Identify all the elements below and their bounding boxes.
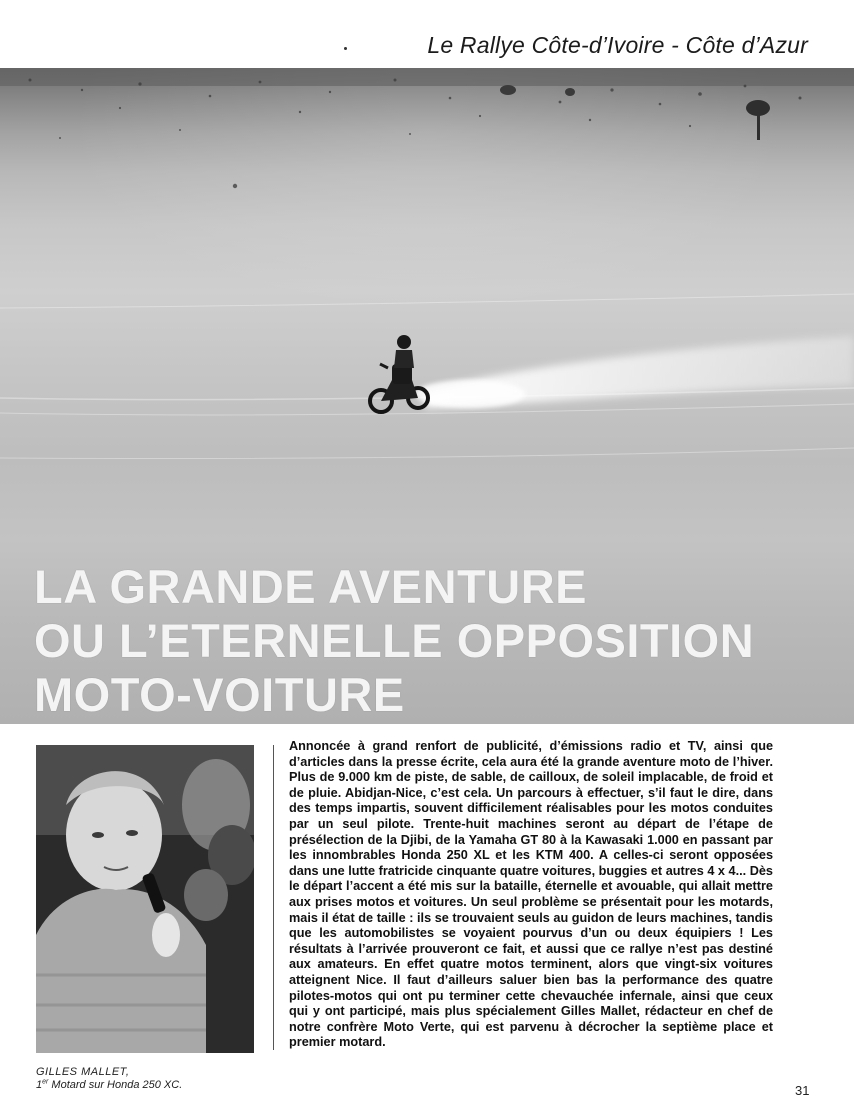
header-dot: [344, 47, 347, 50]
portrait-photo: [36, 745, 254, 1053]
bush-left: [500, 85, 575, 96]
headline-line-2: OU L’ETERNELLE OPPOSITION: [34, 614, 755, 667]
caption-rank-suffix: er: [42, 1078, 49, 1086]
scrub-specks: [29, 79, 802, 189]
headline-line-1: LA GRANDE AVENTURE: [34, 560, 587, 613]
column-divider: [273, 745, 274, 1050]
horizon-band: [0, 68, 854, 86]
section-title: Le Rallye Côte-d’Ivoire - Côte d’Azur: [427, 32, 808, 58]
headline: [34, 560, 754, 722]
hero-photo: [0, 68, 854, 724]
acacia-tree: [746, 100, 770, 140]
headline-line-3: MOTO-VOITURE: [34, 668, 405, 721]
caption-bike: Motard sur Honda 250 XC.: [48, 1079, 183, 1091]
caption-rank: 1: [36, 1079, 43, 1091]
dust-plume: [415, 336, 854, 408]
page-number: 31: [795, 1083, 810, 1098]
article-body: Annoncée à grand renfort de publicité, d’émissions radio et TV, ainsi que d’articles dans la presse écrite, cela aura été la grande aventure moto de l’hiver. Plus de 9.000 km de piste, de sable, de cailloux, de soleil implacable, de froid et de pluie. Abidjan-Nice, c’est cela. Un parcours à effectuer, s’il faut le dire, dans des temps impartis, souvent difficilement réalisables pour les motos conduites par un seul pilote. Trente-huit machines seront au départ de l’étape de présélection de la Djibi, de la Yamaha GT 80 à la Kawasaki 1.000 en passant par les innombrables Honda 250 XL et les KTM 400. A celles-ci seront opposées dans une lutte fratricide cinquante quatre voitures, buggies et autres 4 x 4... Dès le départ l’accent a été mis sur la bataille, éternelle et avouable, qui allait mettre aux prises motos et voitures. Un seul problème se présentait pour les motards, mais il état de taille : ils se trouvaient seuls au guidon de leurs machines, tandis que les automobilistes se voyaient pourvus d’un ou deux équipiers ! Les résultats à l’arrivée prouveront ce fait, et aussi que ce rallye n’est pas destiné aux amateurs. En effet quatre motos terminent, alors que vingt-six voitures atteignent Nice. Il faut d’ailleurs saluer bien bas la performance des quatre pilotes-motos qui ont pu terminer cette chevauchée infernale, ainsi que ceux qui y ont participé, mais plus spécialement Gilles Mallet, rédacteur en chef de notre confrère Moto Verte, qui est parvenu à décrocher la septième place et premier motard.: [289, 739, 773, 1050]
motorcycle-rider: [370, 335, 428, 412]
page-header: [0, 0, 854, 70]
caption-detail: [36, 1079, 266, 1092]
photo-caption: [36, 1066, 266, 1092]
rider-portrait: [36, 745, 254, 1053]
caption-name: GILLES MALLET,: [36, 1066, 130, 1078]
